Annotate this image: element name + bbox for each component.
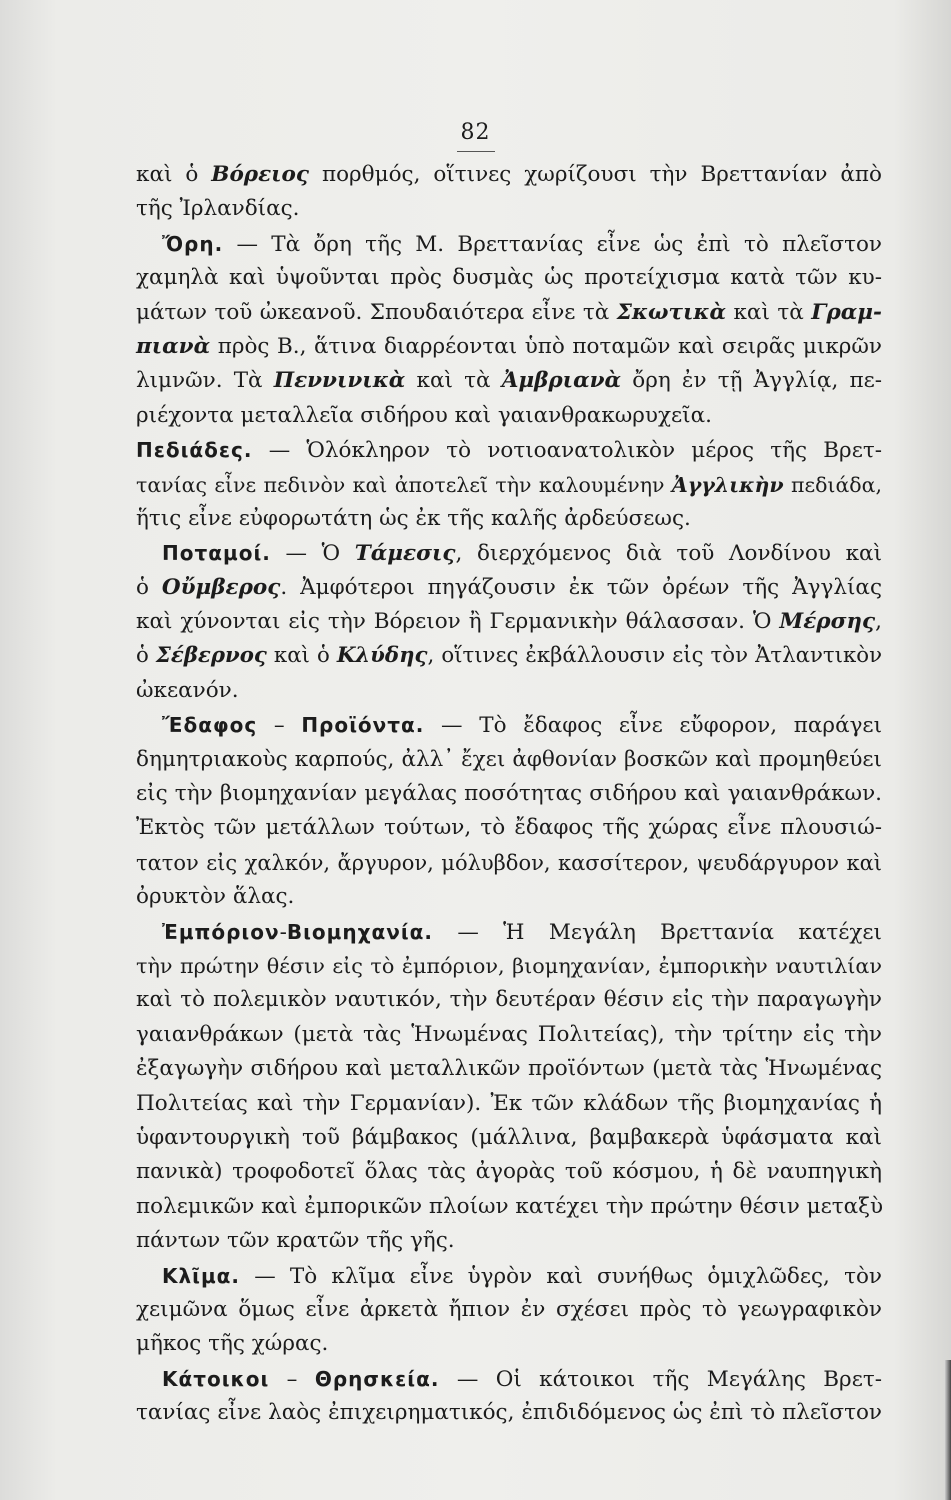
text-run: πάντων τῶν κρατῶν τῆς γῆς.: [136, 1228, 455, 1254]
section-heading: Θρησκεία.: [314, 1366, 440, 1391]
text-run: μάτων τοῦ ὠκεανοῦ. Σπουδαιότερα εἶνε τὰ: [136, 299, 617, 325]
text-run: — Τὰ ὄρη τῆς Μ. Βρεττανίας εἶνε ὡς ἐπὶ τὸ πλεῖστον: [223, 231, 882, 257]
text-run: ὁ: [136, 643, 156, 669]
section-heading: Κλῖμα.: [162, 1263, 241, 1288]
emphasized-term: Πεννινικὰ: [273, 368, 406, 394]
text-line: [136, 536, 882, 570]
text-line: [136, 1190, 882, 1224]
text-run: ἥτις εἶνε εὐφορωτάτη ὡς ἐκ τῆς καλῆς ἀρδεύσεως.: [136, 505, 691, 531]
section-heading: Προϊόντα.: [301, 713, 425, 738]
text-line: [136, 468, 882, 502]
text-run: καὶ τὸ πολεμικὸν ναυτικόν, τὴν δευτέραν θέσιν εἰς τὴν παραγωγὴν: [136, 987, 882, 1013]
emphasized-term: Σκωτικὰ: [616, 299, 727, 325]
text-line: [136, 1224, 882, 1258]
text-line: [136, 777, 882, 811]
text-run: τῆς Ἰρλανδίας.: [136, 196, 300, 222]
text-line: [136, 1018, 882, 1052]
section-heading: Ἐμπόριον: [162, 919, 280, 944]
text-line: [136, 364, 882, 398]
text-line: [136, 192, 882, 226]
text-line: [136, 158, 882, 192]
text-line: [136, 296, 882, 330]
emphasized-term: Βόρειος: [211, 162, 309, 187]
text-line: [136, 399, 882, 433]
emphasized-term: Γραμ-: [811, 299, 882, 325]
page-edge-shadow: [945, 1360, 951, 1500]
text-line: [136, 433, 882, 467]
text-line: [136, 846, 882, 880]
text-run: γαιανθράκων (μετὰ τὰς Ἡνωμένας Πολιτείας), τὴν τρίτην εἰς τὴν: [136, 1021, 882, 1047]
text-run: τανίας εἶνε λαὸς ἐπιχειρηματικός, ἐπιδιδόμενος ὡς ἐπὶ τὸ πλεῖστον: [136, 1400, 882, 1426]
text-line: [136, 1327, 882, 1361]
text-line: [136, 880, 882, 914]
text-run: χειμῶνα ὅμως εἶνε ἀρκετὰ ἤπιον ἐν σχέσει πρὸς τὸ γεωγραφικὸν: [136, 1296, 882, 1322]
emphasized-term: Μέρσης: [779, 609, 876, 635]
text-run: . Ἀμφότεροι πηγάζουσιν ἐκ τῶν ὀρέων τῆς Ἀγγλίας: [280, 574, 882, 600]
emphasized-term: πιανὰ: [136, 333, 211, 359]
text-run: — Τὸ ἔδαφος εἶνε εὔφορον, παράγει: [424, 713, 882, 739]
page-number: 82: [0, 120, 951, 145]
text-run: εἰς τὴν βιομηχανίαν μεγάλας ποσότητας σιδήρου καὶ γαιανθράκων.: [136, 781, 882, 807]
text-run: μῆκος τῆς χώρας.: [136, 1331, 329, 1357]
text-run: πεδιάδα,: [783, 472, 882, 497]
text-line: [136, 811, 882, 845]
emphasized-term: Οὔμβερος: [161, 574, 281, 600]
text-run: τανίας εἶνε πεδινὸν καὶ ἀποτελεῖ τὴν καλουμένην: [136, 472, 672, 497]
text-run: πολεμικῶν καὶ ἐμπορικῶν πλοίων κατέχει τὴν πρώτην θέσιν μεταξὺ: [136, 1193, 884, 1219]
text-line: [136, 915, 882, 949]
section-heading: Ποταμοί.: [162, 541, 271, 566]
text-run: λιμνῶν. Τὰ: [136, 368, 274, 394]
text-run: ριέχοντα μεταλλεῖα σιδήρου καὶ γαιανθρακωρυχεῖα.: [136, 402, 712, 428]
text-line: [136, 1293, 882, 1327]
text-line: [136, 639, 882, 673]
text-run: καὶ τὰ: [726, 299, 812, 325]
text-run: ἐξαγωγὴν σιδήρου καὶ μεταλλικῶν προϊόντων (μετὰ τὰς Ἡνωμένας: [136, 1056, 882, 1082]
text-run: καὶ χύνονται εἰς τὴν Βόρειον ἢ Γερμανικὴν θάλασσαν. Ὁ: [136, 609, 780, 635]
text-line: [136, 330, 882, 364]
text-run: τὴν πρώτην θέσιν εἰς τὸ ἐμπόριον, βιομηχανίαν, ἐμπορικὴν ναυτιλίαν: [136, 953, 882, 978]
text-line: [136, 1259, 882, 1293]
text-run: –: [269, 1366, 315, 1392]
section-heading: Ἔδαφος: [162, 713, 258, 738]
page-body-text: [136, 158, 882, 1430]
emphasized-term: Σέβερνος: [155, 643, 267, 669]
emphasized-term: Τάμεσις: [354, 541, 456, 567]
text-run: — Ὁ: [270, 541, 355, 567]
text-run: ὠκεανόν.: [136, 677, 239, 703]
section-heading: Ὄρη.: [162, 231, 224, 256]
text-line: [136, 674, 882, 708]
text-line: [136, 1087, 882, 1121]
text-line: [136, 949, 882, 983]
text-run: πρὸς Β., ἅτινα διαρρέονται ὑπὸ ποταμῶν καὶ σειρᾶς μικρῶν: [210, 333, 882, 359]
text-line: [136, 743, 882, 777]
text-run: πορθμός, οἵτινες χωρίζουσι τὴν Βρεττανίαν ἀπὸ: [308, 162, 882, 187]
section-heading: Βιομηχανία.: [286, 919, 433, 944]
text-line: [136, 1052, 882, 1086]
text-run: χαμηλὰ καὶ ὑψοῦνται πρὸς δυσμὰς ὡς προτείχισμα κατὰ τῶν κυ-: [136, 265, 882, 291]
text-run: , οἵτινες ἐκβάλλουσιν εἰς τὸν Ἀτλαντικὸν: [427, 643, 882, 669]
text-line: [136, 1121, 882, 1155]
text-line: [136, 571, 882, 605]
text-run: — Οἱ κάτοικοι τῆς Μεγάλης Βρετ-: [439, 1366, 882, 1392]
text-run: πανικὰ) τροφοδοτεῖ ὅλας τὰς ἀγορὰς τοῦ κόσμου, ἡ δὲ ναυπηγικὴ: [136, 1159, 882, 1185]
text-run: — Ὁλόκληρον τὸ νοτιοανατολικὸν μέρος τῆς Βρετ-: [252, 438, 882, 464]
text-line: [136, 261, 882, 295]
emphasized-term: Ἀμβριανὰ: [501, 368, 622, 394]
text-run: — Τὸ κλῖμα εἶνε ὑγρὸν καὶ συνήθως ὁμιχλῶδες, τὸν: [240, 1263, 882, 1289]
text-line: [136, 605, 882, 639]
section-heading: Κάτοικοι: [162, 1366, 270, 1391]
section-heading: Πεδιάδες.: [136, 438, 253, 463]
text-line: [136, 983, 882, 1017]
text-run: Πολιτείας καὶ τὴν Γερμανίαν). Ἐκ τῶν κλάδων τῆς βιομηχανίας ἡ: [136, 1090, 882, 1116]
emphasized-term: Κλύδης: [336, 643, 428, 669]
text-run: καὶ ὁ: [136, 162, 212, 187]
emphasized-term: Ἀγγλικὴν: [671, 472, 784, 497]
text-run: ,: [875, 609, 882, 635]
text-line: [136, 1155, 882, 1189]
text-run: καὶ ὁ: [266, 643, 337, 669]
text-run: Ἐκτὸς τῶν μετάλλων τούτων, τὸ ἔδαφος τῆς χώρας εἶνε πλουσιώ-: [136, 815, 882, 841]
text-run: — Ἡ Μεγάλη Βρεττανία κατέχει: [433, 919, 882, 945]
text-run: , διερχόμενος διὰ τοῦ Λονδίνου καὶ: [455, 541, 883, 567]
text-line: [136, 1396, 882, 1430]
text-run: –: [257, 713, 302, 739]
text-run: -: [279, 919, 287, 945]
text-run: δημητριακοὺς καρπούς, ἀλλ᾽ ἔχει ἀφθονίαν βοσκῶν καὶ προμηθεύει: [136, 746, 882, 772]
text-run: ὄρη ἐν τῇ Ἀγγλίᾳ, πε-: [621, 368, 882, 394]
text-line: [136, 502, 882, 536]
text-line: [136, 1362, 882, 1396]
text-run: ὀρυκτὸν ἅλας.: [136, 884, 295, 910]
text-run: καὶ τὰ: [405, 368, 502, 394]
text-line: [136, 708, 882, 742]
text-run: ὑφαντουργικὴ τοῦ βάμβακος (μάλλινα, βαμβακερὰ ὑφάσματα καὶ: [136, 1124, 882, 1150]
text-line: [136, 227, 882, 261]
text-run: ὁ: [136, 574, 162, 600]
text-run: τατον εἰς χαλκόν, ἄργυρον, μόλυβδον, κασσίτερον, ψευδάργυρον καὶ: [136, 850, 882, 875]
